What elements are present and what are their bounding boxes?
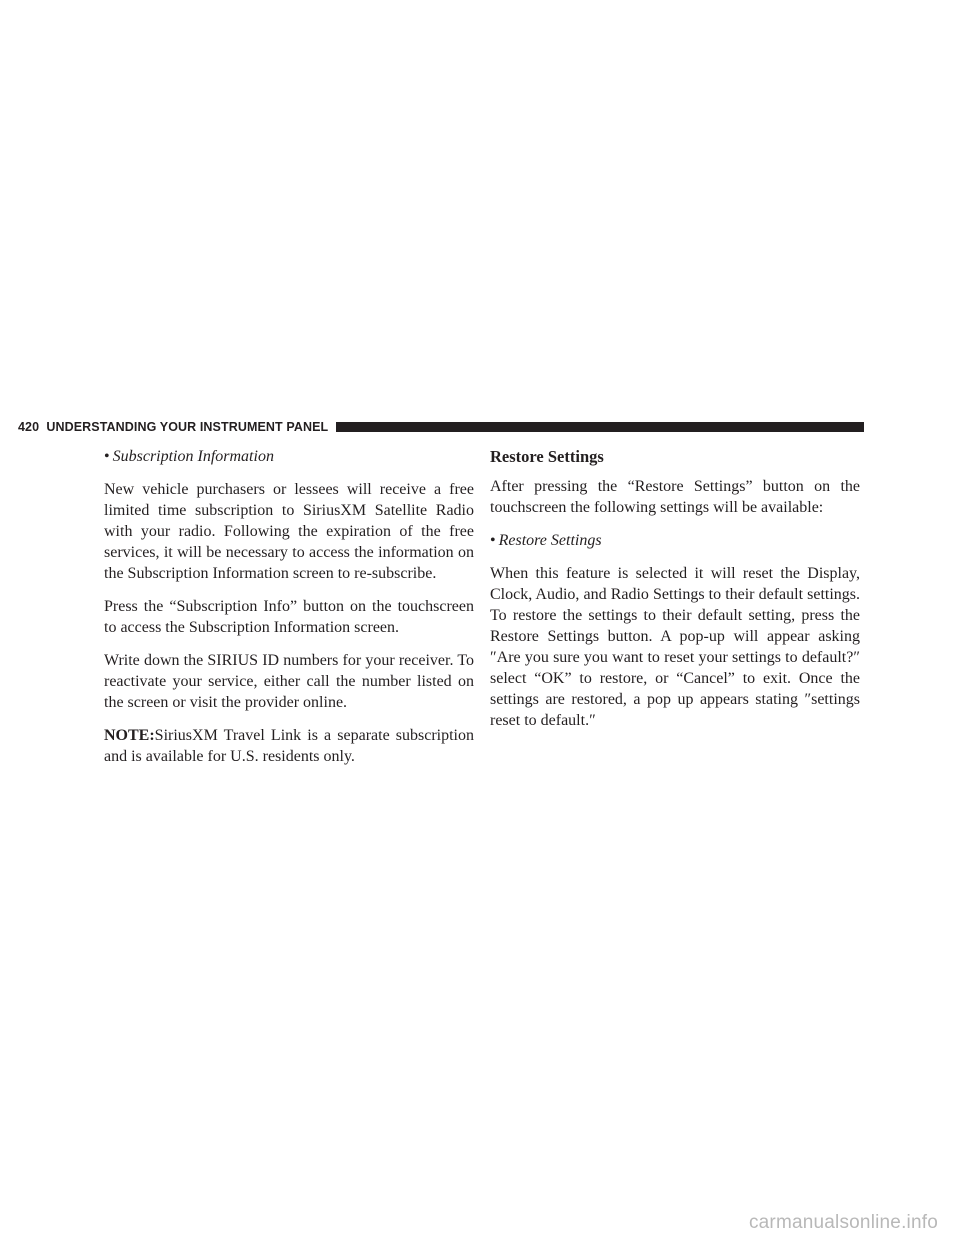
header-rule: [336, 422, 864, 432]
bullet-dot-icon: •: [104, 448, 110, 465]
bullet-label: Restore Settings: [498, 532, 602, 549]
paragraph-restore-intro: After pressing the “Restore Settings” button on the touchscreen the following settings will be available:: [490, 478, 860, 516]
right-column: [490, 446, 860, 743]
note-paragraph: [104, 725, 474, 767]
paragraph-new-vehicle: New vehicle purchasers or lessees will receive a free limited time subscription to SiriusXM Satellite Radio with your radio. Following the expiration of the free services, it will be necessary to access the information on the Subscription Information screen to re-subscribe.: [104, 481, 474, 582]
page-header: [18, 418, 864, 436]
paragraph-write-down: Write down the SIRIUS ID numbers for your receiver. To reactivate your service, either call the number listed on the screen or visit the provider online.: [104, 652, 474, 711]
watermark: carmanualsonline.info: [748, 1212, 938, 1233]
bullet-subscription-information: [104, 446, 474, 467]
bullet-label: Subscription Information: [112, 448, 274, 465]
left-column: [104, 446, 474, 779]
paragraph-press-subscription: Press the “Subscription Info” button on the touchscreen to access the Subscription Information screen.: [104, 598, 474, 636]
note-text: SiriusXM Travel Link is a separate subscription and is available for U.S. residents only.: [104, 727, 474, 765]
bullet-dot-icon: •: [490, 532, 496, 549]
note-label: NOTE:: [104, 727, 155, 744]
section-title: UNDERSTANDING YOUR INSTRUMENT PANEL: [46, 420, 329, 434]
page-number: 420: [18, 420, 40, 434]
page-header-text: [18, 420, 328, 434]
bullet-restore-settings: [490, 530, 860, 551]
restore-settings-heading: Restore Settings: [490, 447, 604, 466]
paragraph-restore-body: When this feature is selected it will reset the Display, Clock, Audio, and Radio Settings to their default settings. To restore the settings to their default setting, press the Restore Settings button. A pop-up will appear asking ″Are you sure you want to reset your settings to default?″ select “OK” to restore, or “Cancel” to exit. Once the settings are restored, a pop up appears stating ″settings reset to default.″: [490, 565, 860, 729]
